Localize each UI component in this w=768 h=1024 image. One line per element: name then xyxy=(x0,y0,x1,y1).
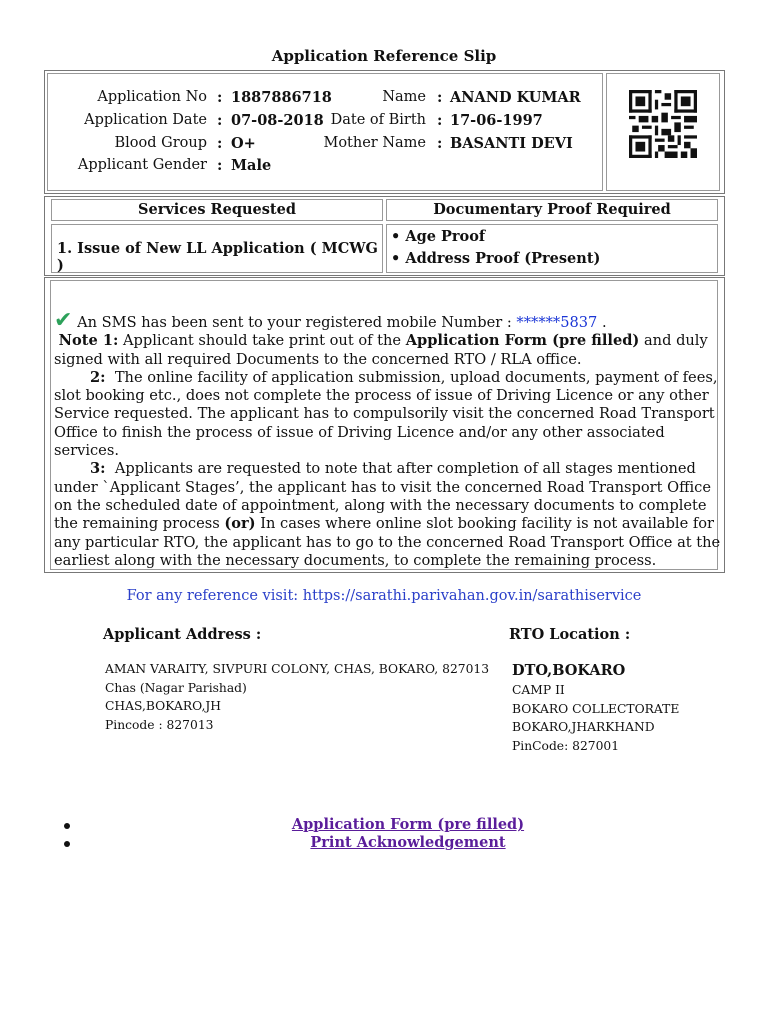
rto-line: BOKARO COLLECTORATE xyxy=(512,701,680,716)
application-date-value: 07-08-2018 xyxy=(231,112,324,129)
rto-office: DTO,BOKARO xyxy=(512,662,626,679)
colon: : xyxy=(217,135,223,152)
colon: : xyxy=(437,135,443,152)
application-date-label: Application Date xyxy=(84,112,207,128)
proof-cell xyxy=(386,224,718,273)
address-line: Chas (Nagar Parishad) xyxy=(105,680,247,695)
note2-text: The online facility of application submission, upload documents, payment of fees, slot booking etc., does not complete the process of issue of Driving Licence or any other Service requested. The applicant has to compulsorily visit the concerned Road Transport Office to finish the process of issue of Driving Licence and/or any other associated services. xyxy=(54,368,718,460)
note1-bold: Application Form (pre filled) xyxy=(405,332,640,350)
mother-name-value: BASANTI DEVI xyxy=(450,135,573,152)
note1-label: Note 1: xyxy=(58,332,119,350)
rto-location-heading: RTO Location : xyxy=(509,626,631,643)
rto-line: CAMP II xyxy=(512,683,565,697)
proof-item-address: • Address Proof (Present) xyxy=(391,250,601,267)
gender-value: Male xyxy=(231,157,272,174)
address-line: CHAS,BOKARO,JH xyxy=(105,699,222,713)
applicant-address xyxy=(105,660,489,734)
blood-group-value: O+ xyxy=(231,135,256,152)
note3-text-a: Applicants are requested to note that after completion of all stages mentioned under `Applicant Stages’, the applicant has to visit the concerned Road Transport Office on the scheduled date of appointment, along with the necessary documents to complete the remaining process xyxy=(54,460,711,533)
check-icon: ✔ xyxy=(54,308,73,333)
rto-line: PinCode: 827001 xyxy=(512,738,620,753)
blood-group-label: Blood Group xyxy=(114,135,207,151)
qr-code-icon xyxy=(629,90,697,158)
note3-label: 3: xyxy=(90,460,106,478)
colon: : xyxy=(217,157,223,174)
address-line: AMAN VARAITY, SIVPURI COLONY, CHAS, BOKARO, 827013 xyxy=(105,662,490,676)
application-form-link[interactable]: Application Form (pre filled) xyxy=(291,816,525,833)
documentary-proof-header: Documentary Proof Required xyxy=(386,199,718,221)
name-value: ANAND KUMAR xyxy=(450,89,581,106)
address-line: Pincode : 827013 xyxy=(105,717,214,732)
colon: : xyxy=(437,112,443,129)
services-requested-header: Services Requested xyxy=(51,199,383,221)
dob-value: 17-06-1997 xyxy=(450,112,543,129)
proof-item-age: • Age Proof xyxy=(391,228,486,245)
rto-line: BOKARO,JHARKHAND xyxy=(512,720,655,734)
note3-text-b: In cases where online slot booking facility is not available for any particular RTO, the applicant has to go to the concerned Road Transport Office at the earliest along with the necessary documents, to complete the remaining process. xyxy=(54,515,721,569)
application-no-value: 1887886718 xyxy=(231,89,332,106)
note3-bold: (or) xyxy=(224,515,256,533)
colon: : xyxy=(437,89,443,106)
application-no-label: Application No xyxy=(97,89,207,105)
page-title: Application Reference Slip xyxy=(271,47,497,65)
dob-label: Date of Birth xyxy=(330,112,426,128)
rto-address xyxy=(512,661,679,755)
qr-code-cell xyxy=(606,73,720,191)
applicant-address-heading: Applicant Address : xyxy=(103,626,262,643)
mother-name-label: Mother Name xyxy=(323,135,426,151)
note2-label: 2: xyxy=(90,368,106,386)
colon: : xyxy=(217,112,223,129)
mobile-number: ******5837 xyxy=(516,314,598,331)
reference-link[interactable]: For any reference visit: https://sarathi.parivahan.gov.in/sarathiservice xyxy=(126,588,642,604)
gender-label: Applicant Gender xyxy=(77,157,207,173)
service-cell xyxy=(51,224,383,273)
notes-content xyxy=(54,308,722,570)
sms-dot: . xyxy=(601,314,607,331)
colon: : xyxy=(217,89,223,106)
sms-text: An SMS has been sent to your registered mobile Number : xyxy=(77,314,512,331)
print-acknowledgement-link[interactable]: Print Acknowledgement xyxy=(310,834,506,851)
note1-text-b: and duly signed with all required Documents to the concerned RTO / RLA office. xyxy=(54,332,708,368)
note1-text-a: Applicant should take print out of the xyxy=(123,332,402,350)
name-label: Name xyxy=(382,89,426,105)
service-item: 1. Issue of New LL Application ( MCWG ) xyxy=(57,240,378,274)
